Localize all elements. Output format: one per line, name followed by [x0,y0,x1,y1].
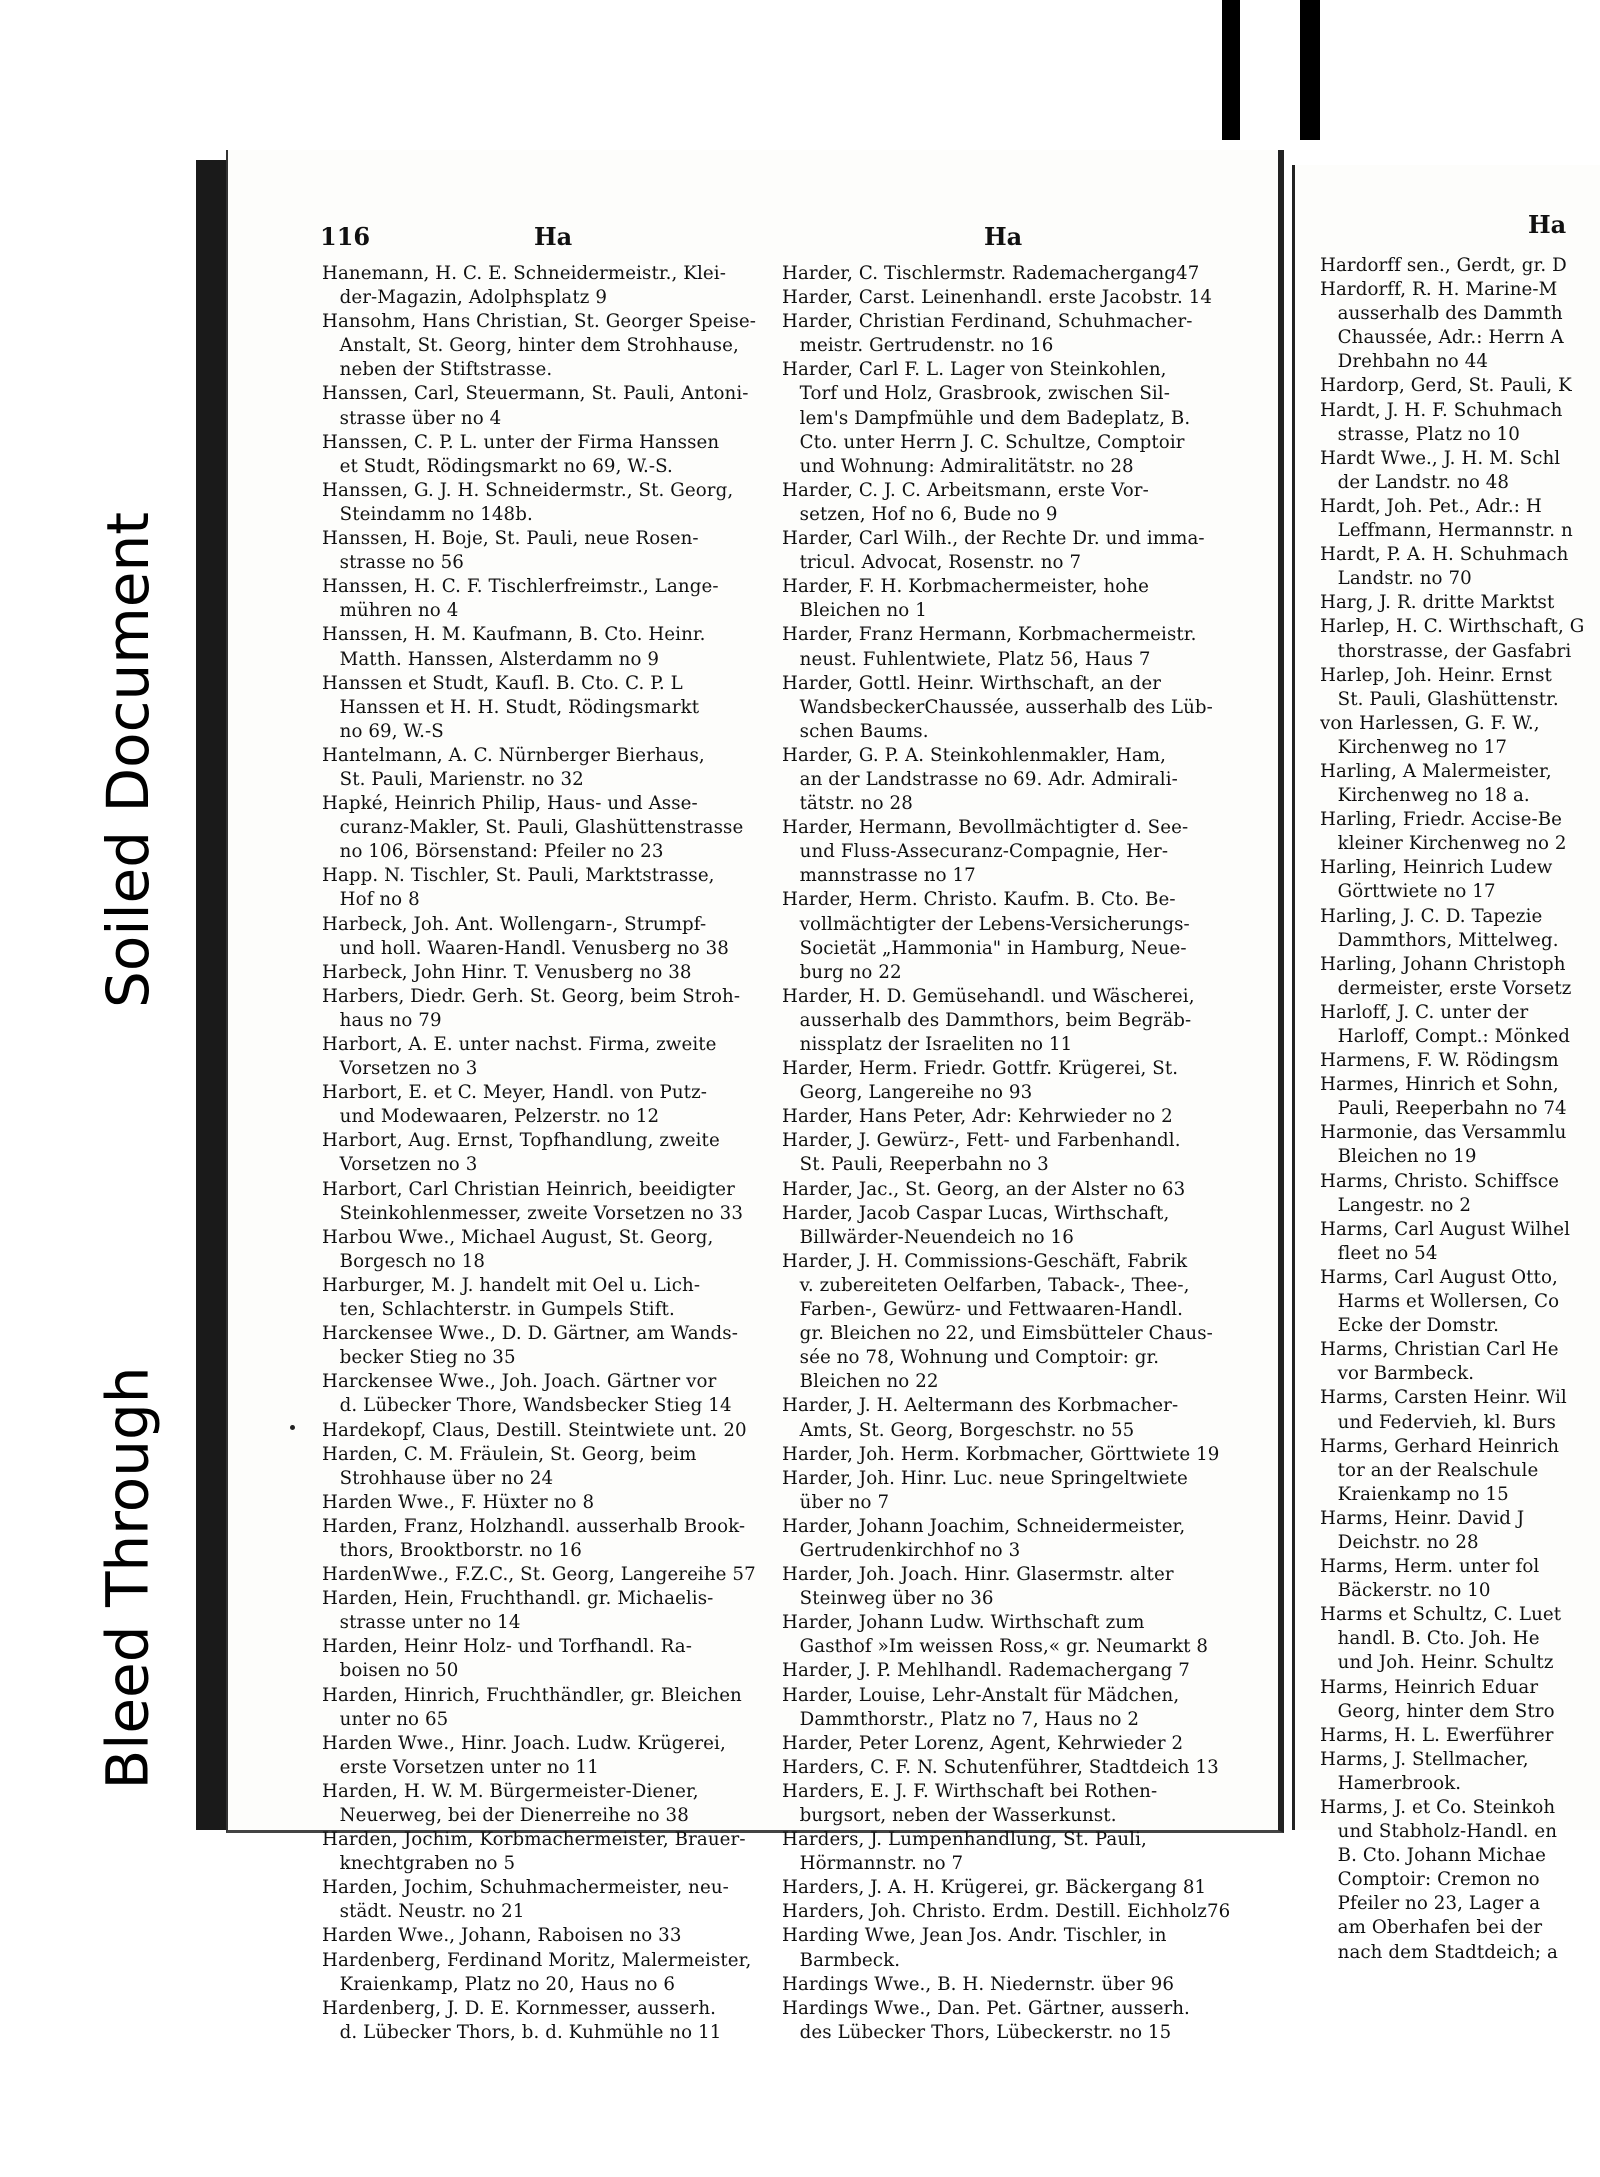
directory-entry-line: Harms, Carl August Otto, [1320,1266,1558,1288]
directory-entry-line: unter no 65 [322,1708,449,1730]
directory-entry-line: Hardt, P. A. H. Schuhmach [1320,544,1569,566]
directory-entry-line: Harms, J. et Co. Steinkoh [1320,1797,1556,1818]
directory-entry-line: Drehbahn no 44 [1320,351,1489,373]
directory-entry-line: Harling, Heinrich Ludew [1320,857,1553,879]
directory-entry-line: Hanssen, G. J. H. Schneidermstr., St. Georg, [322,479,734,501]
directory-entry-line: erste Vorsetzen unter no 11 [322,1756,599,1778]
directory-entry-line: d. Lübecker Thore, Wandsbecker Stieg 14 [322,1395,732,1417]
directory-entry-line: Harms, Herm. unter fol [1320,1556,1540,1578]
directory-entry-line: Harder, Jacob Caspar Lucas, Wirthschaft, [782,1202,1170,1224]
center-column-header: Ha [984,222,1023,251]
directory-entry-line: St. Pauli, Glashüttenstr. [1320,688,1559,710]
directory-entry-line: Harder, J. H. Aeltermann des Korbmacher- [782,1395,1179,1417]
directory-entry-line: burgsort, neben der Wasserkunst. [782,1805,1117,1826]
directory-entry-line: Harbort, Carl Christian Heinrich, beeidigter [322,1178,735,1200]
directory-entry-line: Georg, hinter dem Stro [1320,1700,1555,1722]
directory-entry-line: Harms, Heinr. David J [1320,1507,1525,1529]
directory-entry-line: Georg, Langereihe no 93 [782,1082,1033,1104]
directory-entry-line: boisen no 50 [322,1660,459,1682]
directory-entry-line: Harder, Johann Joachim, Schneidermeister, [782,1515,1186,1537]
directory-entry-line: Borgesch no 18 [322,1250,486,1272]
directory-entry-line: knechtgraben no 5 [322,1853,516,1875]
directory-entry-line: Hardenberg, Ferdinand Moritz, Malermeister, [322,1949,752,1971]
directory-entry-line: curanz-Makler, St. Pauli, Glashüttenstrasse [322,817,744,839]
directory-entry-line: Langestr. no 2 [1320,1194,1471,1216]
directory-entry-line: Harbou Wwe., Michael August, St. Georg, [322,1226,714,1248]
directory-entry-line: Hardorff sen., Gerdt, gr. D [1320,255,1567,276]
directory-entry-line: Harder, C. J. C. Arbeitsmann, erste Vor- [782,479,1149,501]
directory-entry-line: handl. B. Cto. Joh. He [1320,1628,1540,1650]
directory-entry-line: Hanssen, Carl, Steuermann, St. Pauli, Antoni- [322,383,749,405]
directory-entry-line: burg no 22 [782,961,902,983]
directory-entry-line: tricul. Advocat, Rosenstr. no 7 [782,552,1082,574]
directory-entry-line: kleiner Kirchenweg no 2 [1320,833,1567,855]
directory-entry-line: neust. Fuhlentwiete, Platz 56, Haus 7 [782,648,1151,670]
directory-entry-line: Hanemann, H. C. E. Schneidermeistr., Klei- [322,263,726,284]
directory-column-3 [1320,254,1600,1965]
directory-entry-line: Steinkohlenmesser, zweite Vorsetzen no 33 [322,1202,744,1224]
directory-entry-line: und holl. Waaren-Handl. Venusberg no 38 [322,937,729,959]
soiled-document-label [72,470,184,1050]
directory-entry-line: Harden Wwe., Hinr. Joach. Ludw. Krügerei, [322,1732,726,1754]
directory-entry-line: Harder, Carst. Leinenhandl. erste Jacobstr. 14 [782,287,1213,309]
directory-entry-line: Harder, Louise, Lehr-Anstalt für Mädchen, [782,1684,1180,1706]
directory-entry-line: Dammthors, Mittelweg. [1320,929,1559,951]
directory-entry-line: städt. Neustr. no 21 [322,1901,525,1923]
directory-entry-line: Harders, J. A. H. Krügerei, gr. Bäckergang 81 [782,1877,1207,1899]
directory-entry-line: Dammthorstr., Platz no 7, Haus no 2 [782,1708,1140,1730]
directory-entry-line: vollmächtigter der Lebens-Versicherungs- [782,913,1190,935]
directory-entry-line: Comptoir: Cremon no [1320,1869,1540,1891]
directory-entry-line: und Modewaaren, Pelzerstr. no 12 [322,1106,660,1128]
directory-entry-line: Hardenberg, J. D. E. Kornmesser, ausserh. [322,1997,717,2019]
directory-entry-line: mannstrasse no 17 [782,865,976,887]
directory-entry-line: Hanssen et Studt, Kaufl. B. Cto. C. P. L [322,672,683,694]
directory-entry-line: Leffmann, Hermannstr. n [1320,520,1573,542]
directory-entry-line: Harloff, Compt.: Mönked [1320,1026,1570,1047]
directory-entry-line: Hanssen et H. H. Studt, Rödingsmarkt [322,696,700,718]
directory-entry-line: Bäckerstr. no 10 [1320,1580,1491,1602]
scan-edge-bar [1222,0,1240,140]
directory-entry-line: Harms, H. L. Ewerführer [1320,1724,1554,1746]
directory-entry-line: Anstalt, St. Georg, hinter dem Strohhause, [322,335,739,357]
bleed-through-label [72,1288,184,1868]
bleed-through-text: Bleed Through [94,1366,163,1790]
directory-entry-line: fleet no 54 [1320,1242,1438,1264]
directory-entry-line: Harms, Carl August Wilhel [1320,1218,1571,1240]
directory-entry-line: Harder, J. H. Commissions-Geschäft, Fabrik [782,1250,1188,1272]
directory-entry-line: Harburger, M. J. handelt mit Oel u. Lich- [322,1274,701,1296]
directory-entry-line: Farben-, Gewürz- und Fettwaaren-Handl. [782,1299,1184,1321]
directory-entry-line: Kirchenweg no 17 [1320,736,1508,758]
directory-entry-line: Harms, Heinrich Eduar [1320,1676,1539,1698]
directory-entry-line: Vorsetzen no 3 [322,1154,478,1176]
directory-entry-line: Hardings Wwe., B. H. Niedernstr. über 96 [782,1973,1174,1995]
directory-entry-line: becker Stieg no 35 [322,1347,516,1369]
directory-entry-line: thors, Brooktborstr. no 16 [322,1539,582,1561]
directory-entry-line: Harder, Carl Wilh., der Rechte Dr. und imma- [782,528,1205,550]
directory-entry-line: Harden, Jochim, Korbmachermeister, Brauer- [322,1829,746,1851]
directory-entry-line: gr. Bleichen no 22, und Eimsbütteler Chaus- [782,1323,1213,1345]
directory-entry-line: und Joh. Heinr. Schultz [1320,1652,1554,1674]
directory-entry-line: Harder, Christian Ferdinand, Schuhmacher- [782,311,1193,333]
directory-entry-line: v. zubereiteten Oelfarben, Taback-, Thee-, [782,1274,1190,1296]
directory-entry-line: Torf und Holz, Grasbrook, zwischen Sil- [782,383,1170,405]
directory-entry-line: Chaussée, Adr.: Herrn A [1320,327,1564,349]
directory-entry-line: Harder, Jac., St. Georg, an der Alster no 63 [782,1178,1186,1200]
directory-entry-line: Vorsetzen no 3 [322,1058,478,1080]
directory-entry-line: Deichstr. no 28 [1320,1531,1479,1553]
directory-entry-line: Harden, Franz, Holzhandl. ausserhalb Brook- [322,1515,746,1537]
directory-entry-line: Harder, H. D. Gemüsehandl. und Wäscherei, [782,985,1195,1007]
directory-entry-line: am Oberhafen bei der [1320,1917,1543,1939]
directory-entry-line: Hamerbrook. [1320,1772,1462,1794]
directory-entry-line: Harders, J. Lumpenhandlung, St. Pauli, [782,1829,1147,1851]
directory-entry-line: Harden, H. W. M. Bürgermeister-Diener, [322,1780,699,1802]
directory-entry-line: Harmes, Hinrich et Sohn, [1320,1074,1559,1096]
directory-entry-line: Gertrudenkirchhof no 3 [782,1539,1021,1561]
directory-entry-line: Hansohm, Hans Christian, St. Georger Speise- [322,311,756,333]
directory-entry-line: Harloff, J. C. unter der [1320,1001,1529,1023]
directory-entry-line: Steinweg über no 36 [782,1588,994,1610]
directory-entry-line: schen Baums. [782,720,929,742]
directory-entry-line: Kraienkamp no 15 [1320,1483,1509,1505]
directory-entry-line: Hanssen, C. P. L. unter der Firma Hanssen [322,431,720,453]
directory-entry-line: Harden Wwe., F. Hüxter no 8 [322,1491,595,1513]
directory-entry-line: no 69, W.-S [322,720,444,742]
directory-entry-line: Harbort, A. E. unter nachst. Firma, zweite [322,1034,717,1055]
directory-entry-line: Kirchenweg no 18 a. [1320,785,1530,807]
directory-entry-line: Harbort, Aug. Ernst, Topfhandlung, zweite [322,1130,720,1152]
directory-entry-line: neben der Stiftstrasse. [322,359,553,381]
directory-entry-line: tor an der Realschule [1320,1459,1539,1481]
directory-entry-line: Cto. unter Herrn J. C. Schultze, Comptoir [782,431,1185,453]
directory-entry-line: lem's Dampfmühle und dem Badeplatz, B. [782,407,1191,429]
directory-entry-line: d. Lübecker Thors, b. d. Kuhmühle no 11 [322,2021,722,2043]
directory-entry-line: Harg, J. R. dritte Marktst [1320,592,1555,614]
directory-entry-line: Harms et Wollersen, Co [1320,1291,1560,1313]
directory-entry-line: Hof no 8 [322,889,420,911]
directory-entry-line: Harden, Jochim, Schuhmachermeister, neu- [322,1877,729,1899]
directory-entry-line: St. Pauli, Marienstr. no 32 [322,768,584,790]
directory-entry-line: Harder, Carl F. L. Lager von Steinkohlen, [782,359,1167,381]
directory-entry-line: Hardorff, R. H. Marine-M [1320,279,1558,301]
directory-entry-line: WandsbeckerChaussée, ausserhalb des Lüb- [782,696,1213,718]
directory-entry-line: dermeister, erste Vorsetz [1320,977,1572,999]
directory-entry-line: Neuerweg, bei der Dienerreihe no 38 [322,1805,689,1826]
directory-entry-line: HardenWwe., F.Z.C., St. Georg, Langereihe 57 [322,1564,756,1586]
directory-entry-line: und Wohnung: Admiralitätstr. no 28 [782,455,1134,477]
directory-entry-line: Barmbeck. [782,1949,901,1971]
directory-entry-line: Pfeiler no 23, Lager a [1320,1893,1541,1915]
directory-entry-line: Harder, G. P. A. Steinkohlenmakler, Ham, [782,744,1167,766]
directory-entry-line: mühren no 4 [322,600,459,622]
directory-entry-line: Harling, J. C. D. Tapezie [1320,905,1543,927]
directory-entry-line: Billwärder-Neuendeich no 16 [782,1226,1074,1248]
directory-entry-line: Pauli, Reeperbahn no 74 [1320,1098,1567,1120]
directory-entry-line: et Studt, Rödingsmarkt no 69, W.-S. [322,455,673,477]
directory-entry-line: und Fluss-Assecuranz-Compagnie, Her- [782,841,1169,863]
directory-entry-line: Harders, Joh. Christo. Erdm. Destill. Eichholz76 [782,1901,1231,1923]
directory-entry-line: Harder, Joh. Joach. Hinr. Glasermstr. alter [782,1564,1174,1586]
directory-entry-line: Harden, Heinr Holz- und Torfhandl. Ra- [322,1636,692,1658]
directory-entry-line: nissplatz der Israeliten no 11 [782,1034,1073,1055]
directory-entry-line: Matth. Hanssen, Alsterdamm no 9 [322,648,660,670]
directory-entry-line: Bleichen no 22 [782,1371,939,1393]
book-spine [196,160,226,1830]
directory-entry-line: Steindamm no 148b. [322,503,533,525]
soiled-document-text: Soiled Document [94,512,163,1008]
directory-entry-line: Harms, Christo. Schiffsce [1320,1170,1559,1192]
directory-entry-line: meistr. Gertrudenstr. no 16 [782,335,1054,357]
directory-entry-line: Hardekopf, Claus, Destill. Steintwiete unt. 20 [322,1419,747,1441]
directory-entry-line: Harms, Gerhard Heinrich [1320,1435,1560,1457]
directory-entry-line: Hapké, Heinrich Philip, Haus- und Asse- [322,793,698,815]
directory-entry-line: B. Cto. Johann Michae [1320,1845,1547,1867]
directory-entry-line: von Harlessen, G. F. W., [1320,712,1540,734]
directory-entry-line: Hanssen, H. C. F. Tischlerfreimstr., Lange- [322,576,719,598]
directory-entry-line: Hörmannstr. no 7 [782,1853,964,1875]
directory-entry-line: Harder, Herm. Friedr. Gottfr. Krügerei, St. [782,1058,1179,1080]
scan-edge-bar-2 [1300,0,1320,140]
directory-entry-line: tätstr. no 28 [782,793,913,815]
directory-entry-line: an der Landstrasse no 69. Adr. Admirali- [782,768,1178,790]
directory-entry-line: Harbort, E. et C. Meyer, Handl. von Putz- [322,1082,708,1104]
directory-entry-line: Happ. N. Tischler, St. Pauli, Marktstrasse, [322,865,715,887]
directory-entry-line: Harder, Johann Ludw. Wirthschaft zum [782,1612,1145,1634]
directory-entry-line: Hardt, Joh. Pet., Adr.: H [1320,495,1542,517]
directory-entry-line: Harden, Hinrich, Fruchthändler, gr. Bleichen [322,1684,742,1706]
directory-entry-line: Harckensee Wwe., D. D. Gärtner, am Wands- [322,1323,738,1345]
directory-entry-line: Hanssen, H. Boje, St. Pauli, neue Rosen- [322,528,699,550]
directory-entry-line: strasse unter no 14 [322,1612,521,1634]
directory-entry-line: Amts, St. Georg, Borgeschstr. no 55 [782,1419,1135,1441]
directory-entry-line: Strohhause über no 24 [322,1467,554,1489]
directory-column-2 [782,262,1232,2045]
directory-entry-line: und Federvieh, kl. Burs [1320,1411,1556,1433]
directory-entry-line: über no 7 [782,1491,890,1513]
directory-entry-line: Harder, Joh. Hinr. Luc. neue Springeltwiete [782,1467,1188,1489]
directory-entry-line: des Lübecker Thors, Lübeckerstr. no 15 [782,2021,1172,2043]
directory-entry-line: ten, Schlachterstr. in Gumpels Stift. [322,1299,675,1321]
directory-entry-line: Harding Wwe, Jean Jos. Andr. Tischler, in [782,1925,1167,1947]
directory-entry-line: Harling, A Malermeister, [1320,760,1552,782]
directory-entry-line: Harms, Carsten Heinr. Wil [1320,1387,1567,1409]
directory-entry-line: Harckensee Wwe., Joh. Joach. Gärtner vor [322,1371,717,1393]
directory-entry-line: Harden, Hein, Fruchthandl. gr. Michaelis- [322,1588,714,1610]
directory-entry-line: der-Magazin, Adolphsplatz 9 [322,287,607,309]
directory-entry-line: St. Pauli, Reeperbahn no 3 [782,1154,1049,1176]
directory-entry-line: Harmens, F. W. Rödingsm [1320,1050,1559,1072]
directory-entry-line: Harders, C. F. N. Schutenführer, Stadtdeich 13 [782,1756,1219,1778]
directory-entry-line: Harders, E. J. F. Wirthschaft bei Rothen- [782,1780,1158,1802]
directory-entry-line: Harder, Franz Hermann, Korbmachermeistr. [782,624,1197,646]
directory-entry-line: thorstrasse, der Gasfabri [1320,640,1572,662]
directory-entry-line: Kraienkamp, Platz no 20, Haus no 6 [322,1973,676,1995]
directory-entry-line: Harder, F. H. Korbmachermeister, hohe [782,576,1149,598]
directory-entry-line: Harlep, Joh. Heinr. Ernst [1320,664,1552,686]
directory-entry-line: haus no 79 [322,1009,442,1031]
directory-entry-line: Hardorp, Gerd, St. Pauli, K [1320,375,1572,397]
directory-entry-line: Bleichen no 19 [1320,1146,1477,1168]
directory-entry-line: no 106, Börsenstand: Pfeiler no 23 [322,841,664,863]
directory-entry-line: Harder, Joh. Herm. Korbmacher, Görttwiete 19 [782,1443,1220,1465]
directory-entry-line: Harmonie, das Versammlu [1320,1122,1567,1144]
directory-entry-line: Gasthof »Im weissen Ross,« gr. Neumarkt 8 [782,1636,1209,1658]
directory-entry-line: sée no 78, Wohnung und Comptoir: gr. [782,1347,1160,1369]
directory-entry-line: Landstr. no 70 [1320,568,1472,590]
directory-entry-line: der Landstr. no 48 [1320,471,1510,493]
directory-entry-line: Harder, Peter Lorenz, Agent, Kehrwieder 2 [782,1732,1184,1754]
directory-entry-line: Harder, Gottl. Heinr. Wirthschaft, an der [782,672,1162,694]
directory-entry-line: Hardt Wwe., J. H. M. Schl [1320,447,1561,469]
directory-entry-line: Harder, Hans Peter, Adr: Kehrwieder no 2 [782,1106,1173,1128]
directory-entry-line: Harder, J. Gewürz-, Fett- und Farbenhandl. [782,1130,1181,1152]
directory-entry-line: vor Barmbeck. [1320,1363,1475,1385]
directory-entry-line: Harms et Schultz, C. Luet [1320,1604,1562,1626]
left-column-header: Ha [534,222,573,251]
directory-column-1 [322,262,772,2045]
directory-entry-line: und Stabholz-Handl. en [1320,1821,1558,1843]
page-number: 116 [320,222,371,251]
directory-entry-line: Societät „Hammonia" in Hamburg, Neue- [782,937,1187,959]
directory-entry-line: Hardt, J. H. F. Schuhmach [1320,399,1563,421]
directory-entry-line: Harbers, Diedr. Gerh. St. Georg, beim Stroh- [322,985,741,1007]
directory-entry-line: Görttwiete no 17 [1320,881,1496,903]
directory-entry-line: Harling, Friedr. Accise-Be [1320,809,1563,831]
directory-entry-line: ausserhalb des Dammthors, beim Begräb- [782,1009,1192,1031]
directory-entry-line: nach dem Stadtdeich; a [1320,1941,1558,1963]
directory-entry-line: ausserhalb des Dammth [1320,303,1563,325]
directory-entry-line: Harder, C. Tischlermstr. Rademachergang47 [782,263,1200,284]
directory-entry-line: strasse no 56 [322,552,464,574]
directory-entry-line: setzen, Hof no 6, Bude no 9 [782,503,1058,525]
directory-entry-line: strasse über no 4 [322,407,502,429]
directory-entry-line: Harder, Herm. Christo. Kaufm. B. Cto. Be- [782,889,1176,911]
directory-entry-line: Harling, Johann Christoph [1320,953,1566,975]
directory-entry-line: Hardings Wwe., Dan. Pet. Gärtner, ausserh. [782,1997,1190,2019]
directory-entry-line: Harden, C. M. Fräulein, St. Georg, beim [322,1443,697,1465]
directory-entry-line: Harbeck, Joh. Ant. Wollengarn-, Strumpf- [322,913,707,935]
directory-entry-line: Harder, J. P. Mehlhandl. Rademachergang 7 [782,1660,1190,1682]
directory-entry-line: strasse, Platz no 10 [1320,423,1520,445]
directory-entry-line: Harder, Hermann, Bevollmächtigter d. See- [782,817,1189,839]
directory-entry-line: Ecke der Domstr. [1320,1315,1500,1337]
ink-speck [290,1425,295,1430]
right-page-header: Ha [1528,210,1567,239]
directory-entry-line: Bleichen no 1 [782,600,927,622]
directory-entry-line: Harlep, H. C. Wirthschaft, G [1320,616,1585,638]
directory-entry-line: Harbeck, John Hinr. T. Venusberg no 38 [322,961,692,983]
directory-entry-line: Harms, J. Stellmacher, [1320,1748,1529,1770]
directory-entry-line: Hantelmann, A. C. Nürnberger Bierhaus, [322,744,705,766]
directory-entry-line: Hanssen, H. M. Kaufmann, B. Cto. Heinr. [322,624,706,646]
directory-entry-line: Harden Wwe., Johann, Raboisen no 33 [322,1925,682,1947]
directory-entry-line: Harms, Christian Carl He [1320,1339,1559,1361]
